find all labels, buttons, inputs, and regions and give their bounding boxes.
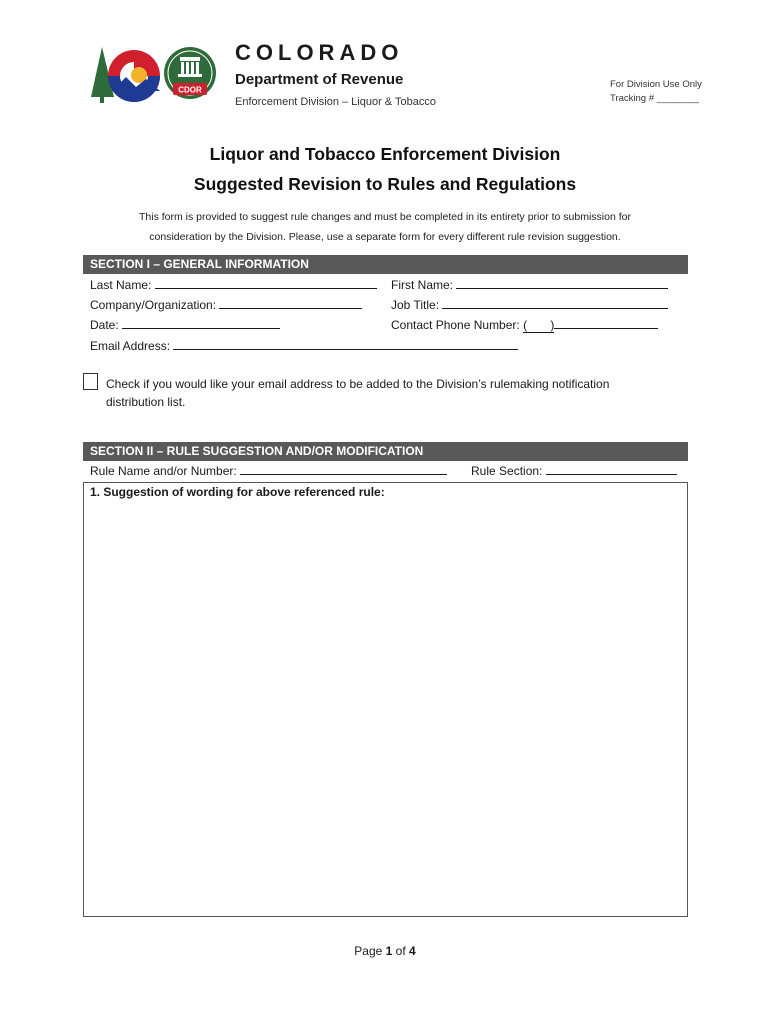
first-name-field[interactable] (391, 278, 668, 292)
email-input[interactable] (173, 339, 518, 350)
company-label: Company/Organization: (90, 298, 217, 312)
org-name: COLORADO (235, 40, 404, 65)
intro-text (100, 207, 670, 247)
suggestion-label: 1. Suggestion of wording for above referenced rule: (90, 485, 385, 499)
page-number (0, 944, 770, 958)
job-title-label: Job Title: (391, 298, 440, 312)
date-label: Date: (90, 318, 119, 332)
company-field[interactable] (90, 298, 362, 312)
form-subtitle: Suggested Revision to Rules and Regulations (193, 174, 577, 194)
first-name-label: First Name: (391, 278, 454, 292)
rule-name-label: Rule Name and/or Number: (90, 464, 237, 478)
date-field[interactable] (90, 318, 280, 332)
rule-section-field[interactable] (471, 464, 677, 478)
rule-section-label: Rule Section: (471, 464, 543, 478)
job-title-input[interactable] (442, 298, 668, 309)
contact-phone-field[interactable] (391, 318, 658, 332)
email-field[interactable] (90, 339, 518, 353)
email-notification-label (106, 375, 666, 411)
page-total: 4 (409, 944, 416, 958)
company-input[interactable] (219, 298, 362, 309)
contact-phone-label: Contact Phone Number: (391, 318, 520, 332)
last-name-label: Last Name: (90, 278, 152, 292)
checkbox-text-line: Check if you would like your email address to be added to the Division’s rulemaking notification (106, 377, 610, 391)
last-name-field[interactable] (90, 278, 377, 292)
checkbox-text-line: distribution list. (106, 395, 186, 409)
phone-area-code[interactable]: ( ) (523, 318, 555, 332)
intro-line: consideration by the Division. Please, use a separate form for every different rule revision suggestion. (149, 231, 621, 243)
tracking-number-field[interactable]: Tracking # ________ (610, 93, 699, 104)
office-use-block (610, 78, 702, 106)
first-name-input[interactable] (456, 278, 668, 289)
email-label: Email Address: (90, 339, 171, 353)
page-current: 1 (385, 944, 393, 958)
section-1-heading: SECTION I – GENERAL INFORMATION (83, 255, 688, 274)
form-title: Liquor and Tobacco Enforcement Division (209, 144, 561, 164)
suggestion-textarea[interactable] (83, 482, 688, 917)
rule-name-input[interactable] (240, 464, 447, 475)
section-2-heading: SECTION II – RULE SUGGESTION AND/OR MODIFICATION (83, 442, 688, 461)
last-name-input[interactable] (155, 278, 377, 289)
logo-badge-text: CDOR (178, 85, 202, 95)
division-name: Enforcement Division – Liquor & Tobacco (235, 96, 436, 108)
department-name: Department of Revenue (235, 71, 404, 88)
date-input[interactable] (122, 318, 280, 329)
rule-name-field[interactable] (90, 464, 447, 478)
job-title-field[interactable] (391, 298, 668, 312)
contact-phone-input[interactable] (554, 318, 658, 329)
office-use-label: For Division Use Only (610, 79, 702, 90)
page-prefix: Page (354, 944, 383, 958)
colorado-cdor-logo (90, 45, 220, 107)
page-of: of (395, 944, 406, 958)
rule-section-input[interactable] (546, 464, 677, 475)
intro-line: This form is provided to suggest rule changes and must be completed in its entirety prior to submission for (139, 211, 631, 223)
email-notification-checkbox[interactable] (83, 373, 98, 390)
